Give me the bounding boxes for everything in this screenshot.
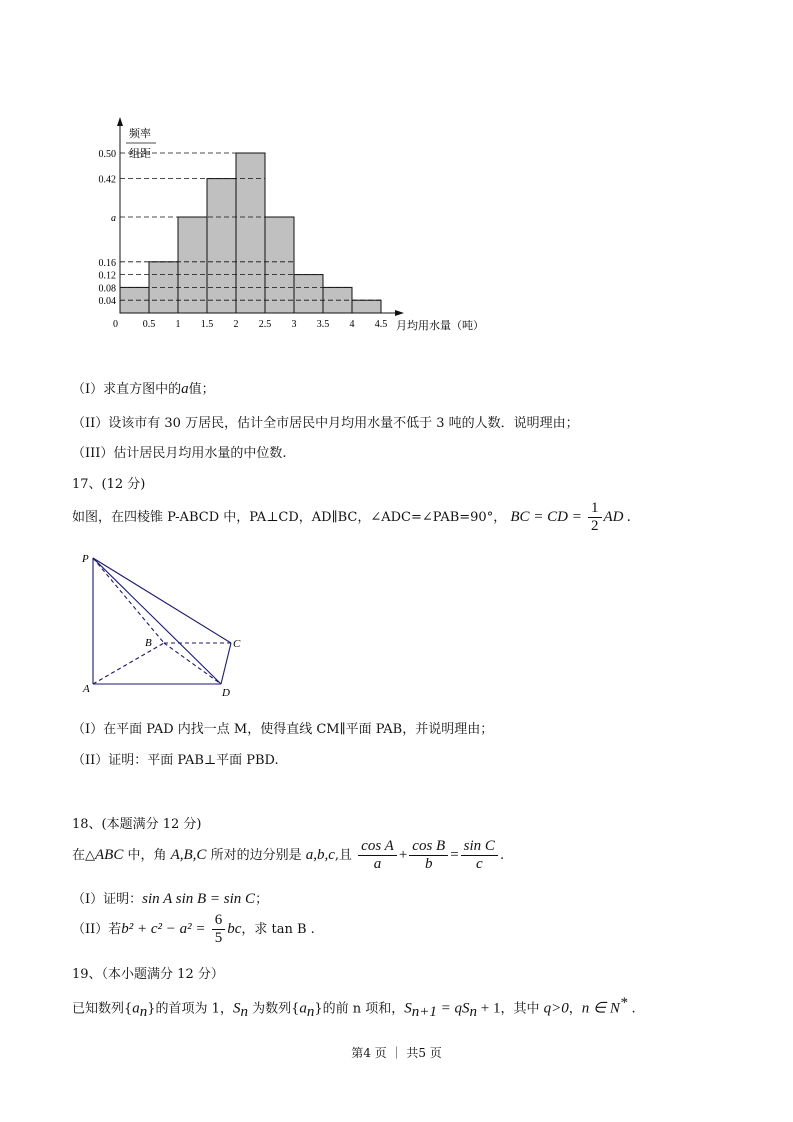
x-tick-label: 4 [349,319,355,330]
q19-heading: 19、（本小题满分 12 分） [72,967,224,982]
x-tick-label: 2.5 [258,319,272,330]
x-tick-label: 3 [291,319,297,330]
y-tick-label: 0.50 [98,149,116,160]
x-tick-label: 3.5 [316,319,330,330]
vertex-A: A [83,683,90,695]
q16-part-iii: （III）估计居民月均用水量的中位数. [72,446,287,461]
y-label-top: 频率 [129,128,151,140]
q18-part-i: （I）证明：sin A sin B = sin C； [72,891,269,907]
x-tick-labels [113,319,387,330]
histogram-bar [236,153,265,313]
q16-i-text: （I）求直方图中的 [72,382,182,397]
q16-i-var: a [181,381,189,397]
y-tick-label: 0.42 [98,174,116,186]
q18-heading: 18、(本题满分 12 分) [72,817,202,832]
x-axis-arrow [395,310,404,316]
histogram-chart [88,115,508,345]
pyramid-figure [78,550,258,700]
q16-part-i [72,378,215,398]
vertex-B: B [145,637,152,649]
y-tick-label: a [111,213,116,224]
q18-part-ii: （II）若b² + c² − a² = $\frac{6}{5}$ bc，求 tan B . [72,912,315,946]
y-tick-label: 0.04 [98,296,116,308]
q18-frac-2: $\frac{\text{cos B}}{b}$ [409,838,448,873]
vertex-P: P [82,553,89,565]
x-tick-label: 0.5 [142,319,156,330]
q17-part-ii: （II）证明：平面 PAB⊥平面 PBD. [72,753,279,768]
y-tick-label: 0.12 [98,270,116,282]
histogram-bar [352,300,381,313]
x-tick-label: 2 [233,319,239,330]
x-tick-label: 4.5 [374,319,388,330]
y-label-bottom: 组距 [129,148,151,160]
q18-intro: 在△ABC 中，角 A,B,C 所对的边分别是 a,b,c,且 $\frac{\text{cos A}}{a}$ + $\frac{\text{cos B}}{b}$ = $\frac{\text{sin C}}{c}$ . [72,838,505,872]
q17-heading: 17、(12 分) [72,477,146,492]
x-axis-label: 月均用水量（吨） [396,320,484,332]
q17-eq-left: BC = CD = [510,509,582,525]
y-tick-labels [99,149,117,307]
histogram-bar [294,275,323,313]
histogram-bar [178,217,207,313]
y-tick-label: 0.16 [98,257,116,269]
histogram-bars [120,153,381,313]
vertex-D: D [222,687,230,699]
x-tick-label: 0 [113,319,118,330]
q16-part-ii: （II）设该市有 30 万居民，估计全市居民中月均用水量不低于 3 吨的人数．说明理由； [72,416,579,431]
page-footer: 第4 页 ｜ 共5 页 [351,1046,442,1060]
vertex-C: C [233,638,241,650]
q17-fraction: $\frac{1}{2}$ [588,500,602,535]
q17-intro-text: 如图，在四棱锥 P-ABCD 中，PA⊥CD，AD∥BC，∠ADC=∠PAB=90°， [72,510,507,525]
q19-intro: 已知数列$\{a_n\}$的首项为 1，$S_n$ 为数列$\{a_n\}$的前 n 项和，$S_{n+1} = qS_n + 1$，其中 q>0，n ∈ N* . [72,995,636,1020]
y-axis-arrow [117,117,123,126]
x-tick-label: 1.5 [200,319,214,330]
q16-i-end: 值； [188,382,215,397]
y-tick-label: 0.08 [98,283,116,295]
histogram-bar [207,179,236,313]
q17-intro [72,500,631,535]
q18-frac-3: $\frac{\text{sin C}}{c}$ [461,838,498,873]
q18-frac-1: $\frac{\text{cos A}}{a}$ [358,838,397,873]
q17-part-i: （I）在平面 PAD 内找一点 M，使得直线 CM∥平面 PAB，并说明理由； [72,722,494,737]
q18-ii-fraction: $\frac{6}{5}$ [212,912,226,947]
x-tick-label: 1 [175,319,181,330]
q17-eq-right: AD . [603,509,631,525]
histogram-bar [265,217,294,313]
